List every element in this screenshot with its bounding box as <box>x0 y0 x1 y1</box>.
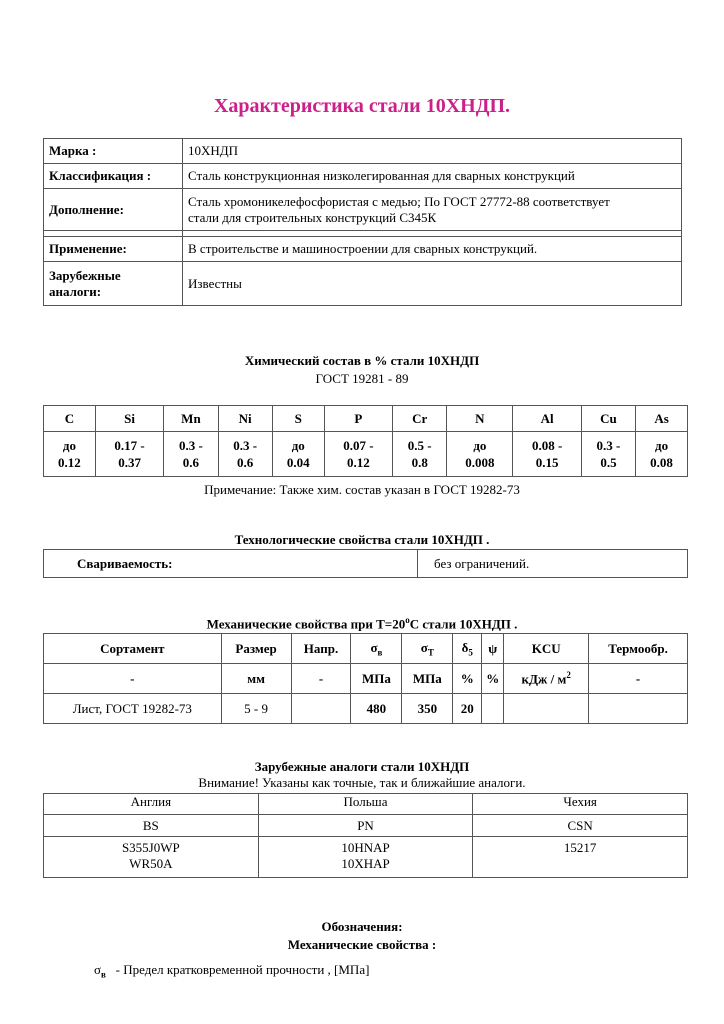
info-row-analogs <box>44 262 682 306</box>
chem-top: 0.3 - <box>233 438 258 453</box>
chem-header: Cu <box>581 406 635 432</box>
chem-bottom: 0.15 <box>535 455 559 470</box>
mech-header-sigma-b <box>351 634 402 664</box>
unit-thermo: - <box>589 664 688 694</box>
analogs-country-row <box>44 794 688 815</box>
mech-header-kcu: KCU <box>504 634 589 664</box>
sigma-sub: T <box>427 647 434 658</box>
unit-psi: % <box>482 664 504 694</box>
tech-table <box>43 549 688 578</box>
sigma-symbol: σ <box>420 639 428 655</box>
unit-kcu <box>504 664 589 694</box>
analogs-grade-row <box>44 837 688 878</box>
standard-csn: CSN <box>473 815 688 837</box>
chem-value-row <box>44 432 688 477</box>
chem-bottom: 0.6 <box>182 455 200 470</box>
mech-units-row <box>44 664 688 694</box>
chem-cell <box>218 432 272 477</box>
chem-top: до <box>473 438 487 453</box>
analogs-label-line2: аналоги: <box>49 283 102 299</box>
unit-kcu-sup: 2 <box>566 669 571 680</box>
analogs-warning: Внимание! Указаны как точные, так и ближайшие аналоги. <box>198 775 526 790</box>
chem-header: Ni <box>218 406 272 432</box>
row-direction <box>291 694 351 724</box>
chem-bottom: 0.5 <box>600 455 617 470</box>
mech-title-pre: Механические свойства при Т=20 <box>206 616 406 632</box>
mech-header-row <box>44 634 688 664</box>
info-row-application <box>44 237 682 262</box>
row-psi <box>482 694 504 724</box>
mech-header-sortament: Сортамент <box>44 634 222 664</box>
chem-header: C <box>44 406 96 432</box>
legend-subtitle: Механические свойства : <box>287 937 437 952</box>
analogs-value: Известны <box>183 262 682 306</box>
row-kcu <box>504 694 589 724</box>
chem-title: Химический состав в % стали 10ХНДП <box>244 353 480 368</box>
info-row-addition <box>44 189 682 231</box>
classification-label: Классификация : <box>44 164 183 189</box>
unit-sigma-b: МПа <box>351 664 402 694</box>
addition-label: Дополнение: <box>44 189 183 231</box>
chem-bottom: 0.12 <box>347 455 370 470</box>
standard-bs: BS <box>44 815 259 837</box>
addition-value-line2: стали для строительных конструкций С345К <box>188 209 437 225</box>
mech-header-direction: Напр. <box>291 634 351 664</box>
chem-note: Примечание: Также хим. состав указан в ГОСТ 19282-73 <box>204 482 520 497</box>
weldability-value: без ограничений. <box>418 550 688 578</box>
chem-bottom: 0.37 <box>118 455 141 470</box>
mech-header-thermo: Термообр. <box>589 634 688 664</box>
chem-top: до <box>62 438 76 453</box>
chem-top: 0.17 - <box>114 438 145 453</box>
pl-grade: 10HNAP <box>341 840 390 855</box>
chem-top: 0.3 - <box>596 438 621 453</box>
sigma-sub: в <box>377 647 383 658</box>
row-sigma-t: 350 <box>402 694 453 724</box>
uk-grade: S355J0WP <box>121 840 180 855</box>
addition-value <box>183 189 682 231</box>
chem-top: 0.5 - <box>407 438 432 453</box>
mech-title-post: С стали 10ХНДП . <box>409 616 518 632</box>
chem-header: Si <box>95 406 163 432</box>
chem-cell <box>581 432 635 477</box>
chem-cell <box>324 432 392 477</box>
application-label: Применение: <box>44 237 183 262</box>
chem-bottom: 0.8 <box>411 455 428 470</box>
row-sortament: Лист, ГОСТ 19282-73 <box>44 694 222 724</box>
chem-cell <box>272 432 324 477</box>
analogs-table <box>43 793 688 878</box>
sigma-symbol: σ <box>370 639 378 655</box>
chem-cell <box>393 432 447 477</box>
chem-bottom: 0.6 <box>237 455 254 470</box>
mech-header-psi: ψ <box>482 634 504 664</box>
unit-delta: % <box>453 664 482 694</box>
chem-header: As <box>636 406 688 432</box>
chem-bottom: 0.04 <box>286 455 310 470</box>
chem-header: P <box>324 406 392 432</box>
row-sigma-b: 480 <box>351 694 402 724</box>
chem-cell <box>513 432 581 477</box>
country-england: Англия <box>44 794 259 815</box>
unit-direction: - <box>291 664 351 694</box>
chem-top: 0.08 - <box>531 438 563 453</box>
chem-bottom: 0.12 <box>58 455 81 470</box>
country-poland: Польша <box>258 794 473 815</box>
grade-value: 10ХНДП <box>183 139 682 164</box>
row-size: 5 - 9 <box>221 694 291 724</box>
mech-header-size: Размер <box>221 634 291 664</box>
chem-bottom: 0.008 <box>465 455 495 470</box>
cz-grades <box>473 837 688 878</box>
mech-data-row <box>44 694 688 724</box>
delta-sub: 5 <box>468 647 473 658</box>
classification-value: Сталь конструкционная низколегированная для сварных конструкций <box>183 164 682 189</box>
info-table <box>43 138 682 306</box>
weldability-label: Свариваемость: <box>44 550 418 578</box>
legend-title: Обозначения: <box>321 919 403 934</box>
country-czech: Чехия <box>473 794 688 815</box>
chem-header: Al <box>513 406 581 432</box>
analogs-label-line1: Зарубежные <box>49 267 121 283</box>
chem-header: S <box>272 406 324 432</box>
mech-table <box>43 633 688 724</box>
analogs-label <box>44 262 183 306</box>
legend-desc: - Предел кратковременной прочности , [МПа] <box>115 962 370 977</box>
tech-title: Технологические свойства стали 10ХНДП . <box>234 532 490 547</box>
chem-top: до <box>291 438 305 453</box>
delta-symbol: δ <box>461 639 469 655</box>
application-value: В строительстве и машиностроении для сварных конструкций. <box>183 237 682 262</box>
chem-top: до <box>655 438 669 453</box>
row-thermo <box>589 694 688 724</box>
analogs-title: Зарубежные аналоги стали 10ХНДП <box>254 759 470 774</box>
chem-cell <box>447 432 513 477</box>
unit-size: мм <box>221 664 291 694</box>
mech-title <box>0 615 724 632</box>
info-row-grade <box>44 139 682 164</box>
chem-cell <box>44 432 96 477</box>
chem-bottom: 0.08 <box>650 455 673 470</box>
uk-grade: WR50A <box>129 856 173 871</box>
analogs-standard-row <box>44 815 688 837</box>
page-title: Характеристика стали 10ХНДП. <box>213 95 511 117</box>
grade-label: Марка : <box>44 139 183 164</box>
chem-top: 0.07 - <box>343 438 374 453</box>
legend-line <box>94 962 369 980</box>
chem-standard: ГОСТ 19281 - 89 <box>315 371 409 386</box>
mech-title-degree: o <box>405 615 410 625</box>
chem-top: 0.3 - <box>179 438 203 453</box>
chem-header-row <box>44 406 688 432</box>
standard-pn: PN <box>258 815 473 837</box>
unit-kcu-text: кДж / м <box>521 671 567 687</box>
chem-cell <box>95 432 163 477</box>
row-delta: 20 <box>453 694 482 724</box>
legend-sigma-sub: в <box>101 969 106 980</box>
pl-grade: 10XHAP <box>341 856 390 871</box>
addition-value-line1: Сталь хромоникелефосфористая с медью; По ГОСТ 27772-88 соответствует <box>188 193 610 209</box>
uk-grades <box>44 837 259 878</box>
chem-header: Mn <box>164 406 218 432</box>
mech-header-sigma-t <box>402 634 453 664</box>
cz-grade: 15217 <box>563 840 597 855</box>
chem-cell <box>636 432 688 477</box>
mech-header-delta <box>453 634 482 664</box>
legend-sigma: σ <box>94 962 102 977</box>
unit-sortament: - <box>44 664 222 694</box>
chem-header: Cr <box>393 406 447 432</box>
chem-cell <box>164 432 218 477</box>
unit-sigma-t: МПа <box>402 664 453 694</box>
pl-grades <box>258 837 473 878</box>
tech-row <box>44 550 688 578</box>
chem-header: N <box>447 406 513 432</box>
chem-table <box>43 405 688 477</box>
info-row-classification <box>44 164 682 189</box>
